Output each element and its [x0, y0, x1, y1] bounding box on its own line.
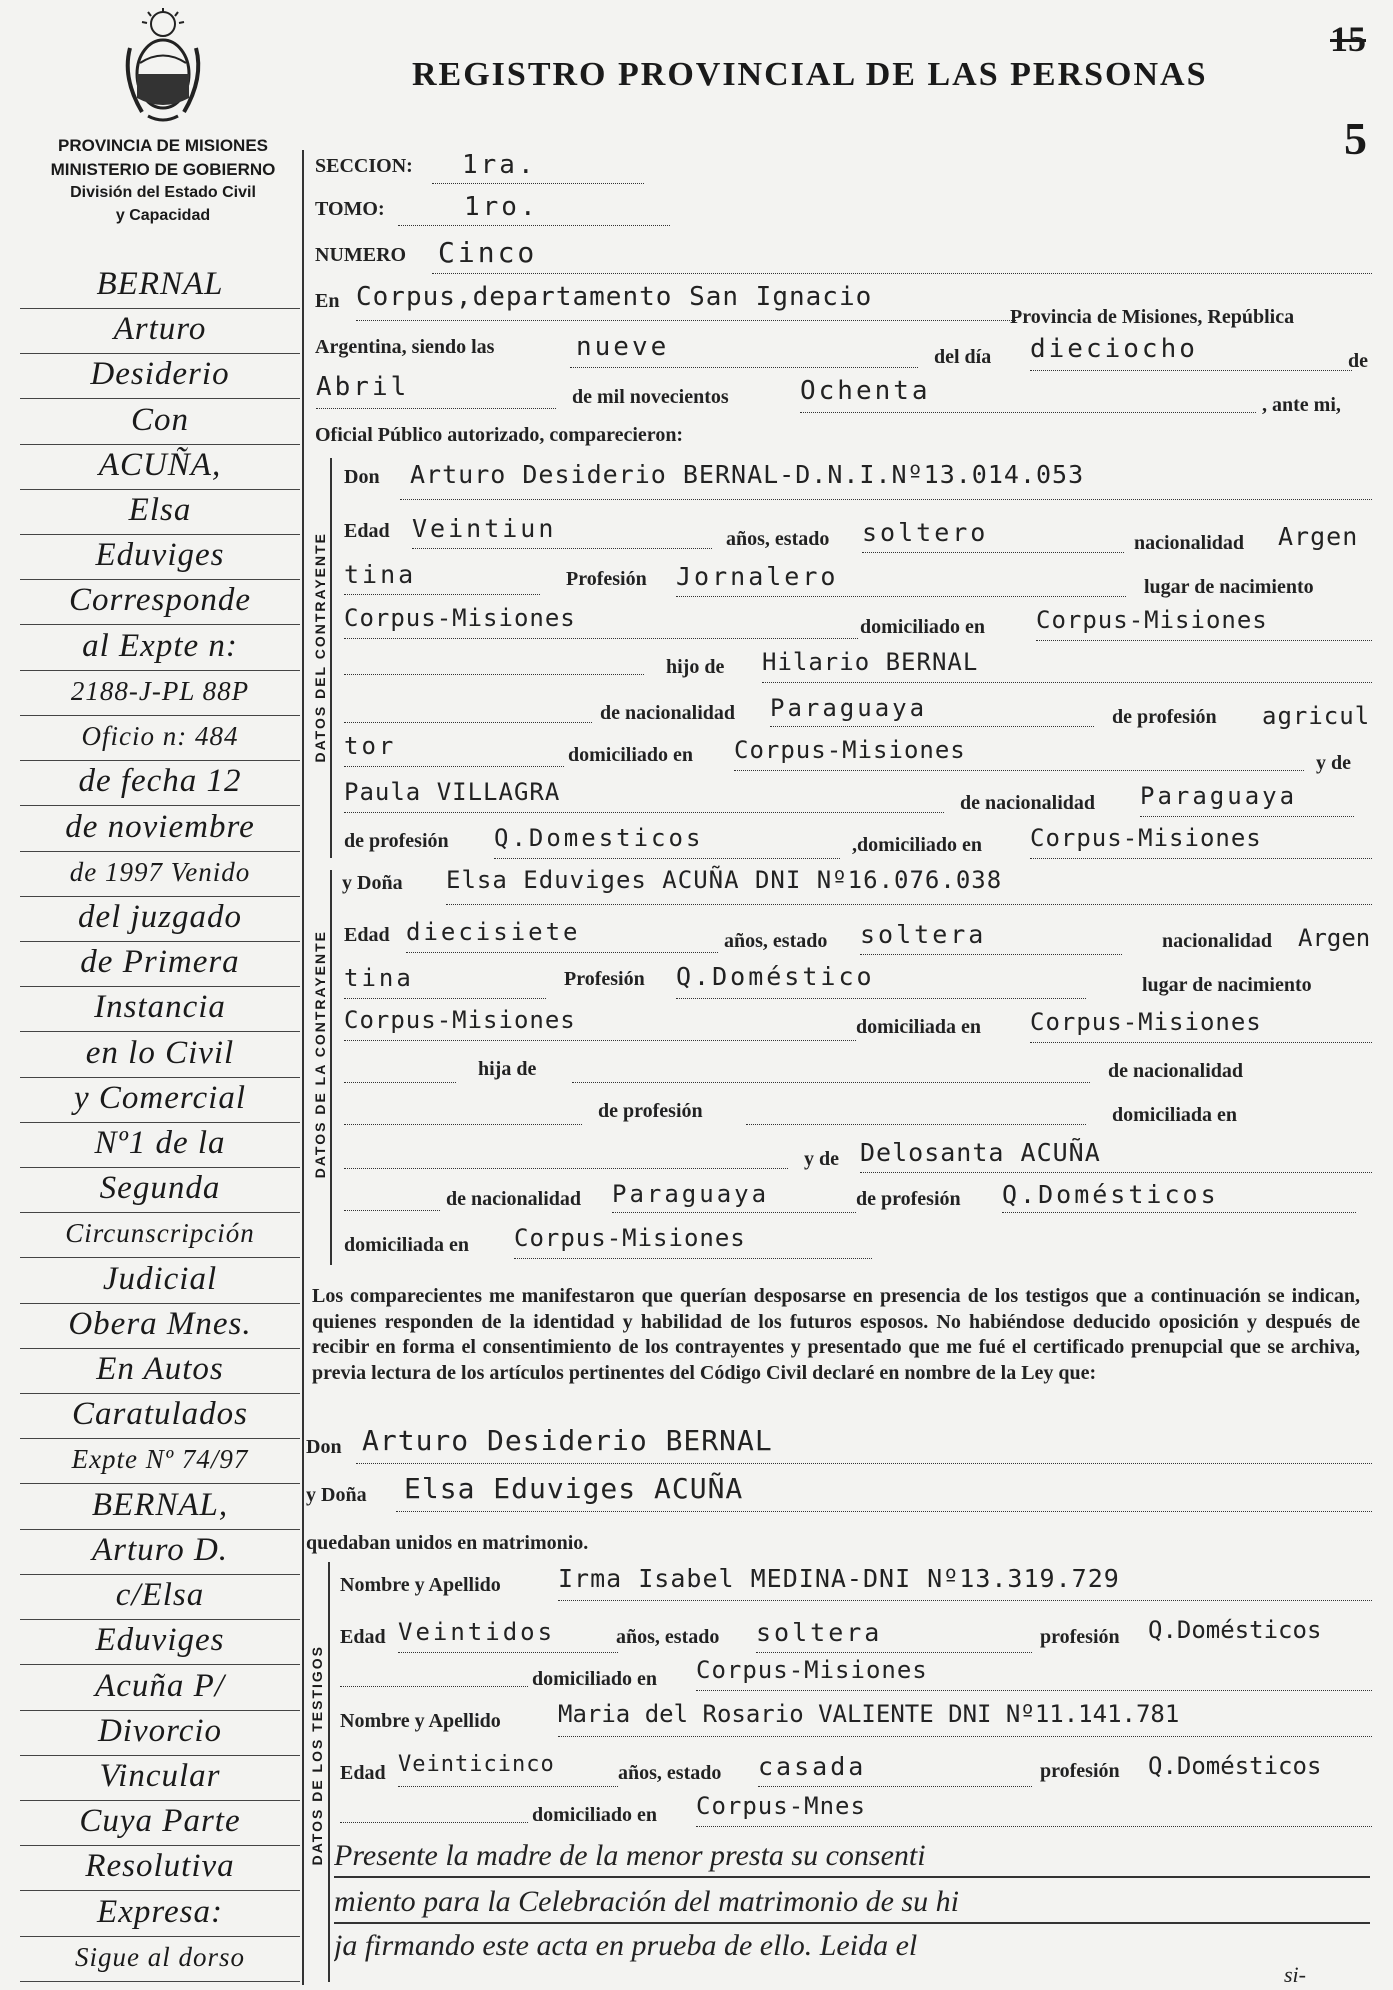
t2-anos-label: años, estado [618, 1762, 722, 1784]
ministry-name: MINISTERIO DE GOBIERNO [50, 160, 276, 179]
contrayenta-dom-label: domiciliada en [856, 1016, 982, 1038]
margin-note-line: Caratulados [20, 1392, 300, 1439]
y-de-label: y de [1316, 752, 1351, 774]
t1-edad-label: Edad [340, 1626, 386, 1648]
mother-prof-label: de profesión [344, 830, 449, 852]
place-value: Corpus,departamento San Ignacio [356, 282, 1016, 321]
t2-profesion: Q.Domésticos [1148, 1752, 1322, 1780]
numero-label: NUMERO [315, 244, 407, 266]
contrayente-edad: Veintiun [412, 514, 712, 549]
mother-dom-label: ,domiciliado en [852, 834, 983, 856]
hija-blank-4 [746, 1094, 1086, 1125]
don-label: Don [344, 466, 380, 488]
day-value: dieciocho [1030, 334, 1352, 371]
margin-note-line: BERNAL, [20, 1483, 300, 1530]
contrayenta-nac-b: tina [344, 964, 546, 999]
anos-estado-label: años, estado [726, 528, 830, 550]
division-name-line1: División del Estado Civil [70, 184, 256, 201]
t1-profesion: Q.Domésticos [1148, 1616, 1322, 1644]
division-name-line2: y Capacidad [115, 207, 211, 224]
margin-note-line: Oficio n: 484 [20, 714, 300, 761]
contrayenta-mother-name: Delosanta ACUÑA [860, 1138, 1372, 1173]
contrayente-nac-b: tina [344, 560, 540, 595]
hija-blank-2 [572, 1052, 1090, 1083]
seccion-label: SECCION: [315, 155, 413, 177]
mother-name: Paula VILLAGRA [344, 778, 944, 813]
t2-edad-label: Edad [340, 1762, 386, 1784]
contrayenta-edad-label: Edad [344, 924, 390, 946]
contrayenta-y-de-label: y de [804, 1148, 839, 1170]
contrayenta-lugar-label: lugar de nacimiento [1142, 974, 1312, 996]
tomo-value: 1ro. [398, 192, 670, 226]
margin-note-line: BERNAL [20, 262, 300, 309]
t1-edad: Veintidos [398, 1618, 618, 1653]
nacionalidad-label: nacionalidad [1134, 532, 1245, 554]
father-profesion-b: tor [344, 732, 564, 767]
margin-note-line: y Comercial [20, 1076, 300, 1123]
mother-domicilio: Corpus-Misiones [1030, 824, 1372, 859]
mother-nac-label: de nacionalidad [960, 792, 1096, 814]
margin-note-line: Expte Nº 74/97 [20, 1437, 300, 1484]
testigos-side-label: DATOS DE LOS TESTIGOS [309, 1645, 325, 1866]
contrayenta-profesion: Q.Doméstico [676, 962, 1086, 999]
contrayenta-rule [330, 870, 332, 1265]
note-line-4: si- [1284, 1962, 1306, 1987]
province-name: PROVINCIA DE MISIONES [57, 136, 268, 155]
t2-dom-label: domiciliado en [532, 1804, 658, 1826]
note-line-2: miento para la Celebración del matrimonio de su hi [334, 1882, 1370, 1924]
contrayente-lugar-nac: Corpus-Misiones [344, 604, 858, 639]
contrayenta-prof-label: Profesión [564, 968, 645, 990]
note-line-1: Presente la madre de la menor presta su consenti [334, 1836, 1370, 1878]
decl-dona-value: Elsa Eduviges ACUÑA [396, 1472, 1372, 1512]
contrayenta-mother-nac: Paraguaya [612, 1180, 856, 1213]
mother-nacionalidad: Paraguaya [1140, 782, 1354, 817]
oficial-text: Oficial Público autorizado, comparecieron: [315, 424, 684, 446]
t1-anos-label: años, estado [616, 1626, 720, 1648]
coat-of-arms-icon [118, 8, 208, 126]
declaration-paragraph: Los comparecientes me manifestaron que querían desposarse en presencia de los testigos que a continuación se indican, quienes responden de la identidad y habilidad de los futuros esposos. No habiéndose deducido oposición y después de recibir en forma el consentimiento de los contrayentes y presentado que me fué el certificado prenupcial que se archiva, previa lectura de los artículos pertinentes del Código Civil declaré en nombre de la Ley que: [312, 1285, 1360, 1384]
margin-note-line: Resolutiva [20, 1844, 300, 1891]
seccion-value: 1ra. [432, 150, 644, 184]
margin-note-line: Instancia [20, 985, 300, 1032]
contrayenta-edad: diecisiete [406, 918, 718, 953]
margin-note-line: Arturo [20, 307, 300, 354]
contrayenta-nac-label: nacionalidad [1162, 930, 1273, 952]
t2-nombre-label: Nombre y Apellido [340, 1710, 501, 1732]
old-page-number: 15 [1330, 19, 1366, 59]
argentina-text: Argentina, siendo las [315, 336, 495, 358]
t2-edad: Veinticinco [398, 1752, 618, 1787]
contrayenta-domicilio: Corpus-Misiones [1030, 1008, 1372, 1043]
contrayenta-mother-dom: Corpus-Misiones [514, 1224, 872, 1259]
father-name: Hilario BERNAL [762, 648, 1372, 683]
margin-note-line: Segunda [20, 1166, 300, 1213]
t1-dom-blank [340, 1656, 528, 1687]
hija-nac-label: de nacionalidad [1108, 1060, 1244, 1082]
year-value: Ochenta [800, 376, 1256, 413]
de-text: de [1348, 350, 1368, 372]
contrayente-rule [330, 458, 332, 858]
margin-note-line: Arturo D. [20, 1528, 300, 1575]
edad-label: Edad [344, 520, 390, 542]
hija-prof-label: de profesión [598, 1100, 703, 1122]
profesion-label: Profesión [566, 568, 647, 590]
province-text: Provincia de Misiones, República [1010, 306, 1295, 328]
margin-note-line: Eduviges [20, 533, 300, 580]
margin-note-line: Vincular [20, 1754, 300, 1801]
margin-note-line: Eduviges [20, 1618, 300, 1665]
margin-divider [302, 150, 304, 1985]
t1-name: Irma Isabel MEDINA-DNI Nº13.319.729 [558, 1564, 1372, 1601]
margin-note-line: Judicial [20, 1257, 300, 1304]
margin-note-line: al Expte n: [20, 624, 300, 671]
hija-dom-label: domiciliada en [1112, 1104, 1238, 1126]
father-domicilio: Corpus-Misiones [734, 736, 1304, 771]
hour-value: nueve [570, 332, 918, 368]
contrayente-name: Arturo Desiderio BERNAL-D.N.I.Nº13.014.053 [400, 460, 1372, 500]
margin-note-line: de Primera [20, 940, 300, 987]
testigos-rule [328, 1562, 330, 1982]
note-line-3: ja firmando este acta en prueba de ello. Leida el [334, 1929, 918, 1962]
del-dia-text: del día [934, 346, 992, 368]
margin-note-line: Sigue al dorso [20, 1935, 300, 1982]
contrayenta-side-label: DATOS DE LA CONTRAYENTE [312, 930, 328, 1179]
decl-closing: quedaban unidos en matrimonio. [306, 1532, 589, 1554]
decl-dona-label: y Doña [306, 1484, 367, 1506]
t1-prof-label: profesión [1040, 1626, 1120, 1648]
contrayenta-lugar-nac: Corpus-Misiones [344, 1006, 856, 1041]
year-text: de mil novecientos [572, 386, 729, 408]
hija-blank-6 [344, 1180, 440, 1211]
contrayenta-name: Elsa Eduviges ACUÑA DNI Nº16.076.038 [446, 866, 1372, 905]
margin-note-line: Circunscripción [20, 1211, 300, 1258]
contrayenta-mother-nac-label: de nacionalidad [446, 1188, 582, 1210]
contrayente-domicilio: Corpus-Misiones [1036, 606, 1372, 641]
hija-blank-1 [344, 1052, 456, 1083]
margin-note-line: Expresa: [20, 1890, 300, 1937]
margin-note-line: Obera Mnes. [20, 1302, 300, 1349]
de-prof-label: de profesión [1112, 706, 1217, 728]
hijo-blank-line [344, 640, 644, 675]
margin-note-line: de fecha 12 [20, 759, 300, 806]
t1-estado: soltera [756, 1618, 1032, 1653]
margin-note-line: Nº1 de la [20, 1121, 300, 1168]
decl-don-value: Arturo Desiderio BERNAL [356, 1424, 1372, 1464]
ante-mi-text: , ante mi, [1262, 394, 1341, 416]
month-value: Abril [316, 372, 556, 409]
contrayenta-mother-prof-label: de profesión [856, 1188, 961, 1210]
contrayenta-nac-a: Argen [1298, 924, 1371, 952]
margin-note-line: En Autos [20, 1347, 300, 1394]
margin-note-line: del juzgado [20, 895, 300, 942]
margin-note-line: Elsa [20, 488, 300, 535]
tomo-label: TOMO: [315, 198, 385, 220]
de-nac-label: de nacionalidad [600, 702, 736, 724]
contrayente-estado: soltero [862, 518, 1124, 553]
father-dom-label: domiciliado en [568, 744, 694, 766]
decl-don-label: Don [306, 1436, 342, 1458]
margin-note-line: Cuya Parte [20, 1799, 300, 1846]
t2-estado: casada [758, 1752, 1032, 1787]
t1-nombre-label: Nombre y Apellido [340, 1574, 501, 1596]
contrayente-profesion: Jornalero [676, 562, 1126, 597]
t2-dom-blank [340, 1792, 528, 1823]
margin-note-line: Divorcio [20, 1709, 300, 1756]
margin-note-line: c/Elsa [20, 1573, 300, 1620]
margin-note-line: de 1997 Venido [20, 850, 300, 897]
margin-note-line: ACUÑA, [20, 443, 300, 490]
father-blank-line [344, 690, 592, 723]
contrayente-nac-a: Argen [1278, 522, 1359, 551]
contrayenta-mother-prof: Q.Domésticos [1002, 1180, 1356, 1213]
en-label: En [315, 290, 340, 312]
hija-label: hija de [478, 1058, 537, 1080]
page-title: REGISTRO PROVINCIAL DE LAS PERSONAS [412, 56, 1208, 93]
t2-name: Maria del Rosario VALIENTE DNI Nº11.141.781 [558, 1700, 1372, 1737]
contrayenta-estado: soltera [860, 920, 1122, 955]
contrayenta-mother-dom-label: domiciliada en [344, 1234, 470, 1256]
margin-annotation [20, 262, 300, 1980]
contrayente-side-label: DATOS DEL CONTRAYENTE [312, 532, 328, 763]
t2-domicilio: Corpus-Mnes [696, 1792, 1372, 1827]
margin-note-line: de noviembre [20, 805, 300, 852]
margin-note-line: 2188-J-PL 88P [20, 669, 300, 716]
page-number: 5 [1344, 113, 1367, 164]
contrayenta-anos-label: años, estado [724, 930, 828, 952]
dona-label: y Doña [342, 872, 403, 894]
margin-note-line: Acuña P/ [20, 1664, 300, 1711]
t1-domicilio: Corpus-Misiones [696, 1656, 1372, 1691]
numero-value: Cinco [432, 236, 1372, 274]
t2-prof-label: profesión [1040, 1760, 1120, 1782]
margin-note-line: Corresponde [20, 578, 300, 625]
mother-profesion: Q.Domesticos [494, 824, 840, 859]
t1-dom-label: domiciliado en [532, 1668, 658, 1690]
father-profesion-a: agricul [1262, 702, 1371, 730]
father-nacionalidad: Paraguaya [770, 694, 1094, 727]
hija-blank-5 [344, 1138, 788, 1169]
margin-note-line: Con [20, 398, 300, 445]
hijo-label: hijo de [666, 656, 725, 678]
lugar-nac-label: lugar de nacimiento [1144, 576, 1314, 598]
hija-blank-3 [344, 1094, 582, 1125]
margin-note-line: en lo Civil [20, 1031, 300, 1078]
margin-note-line: Desiderio [20, 352, 300, 399]
domiciliado-label: domiciliado en [860, 616, 986, 638]
